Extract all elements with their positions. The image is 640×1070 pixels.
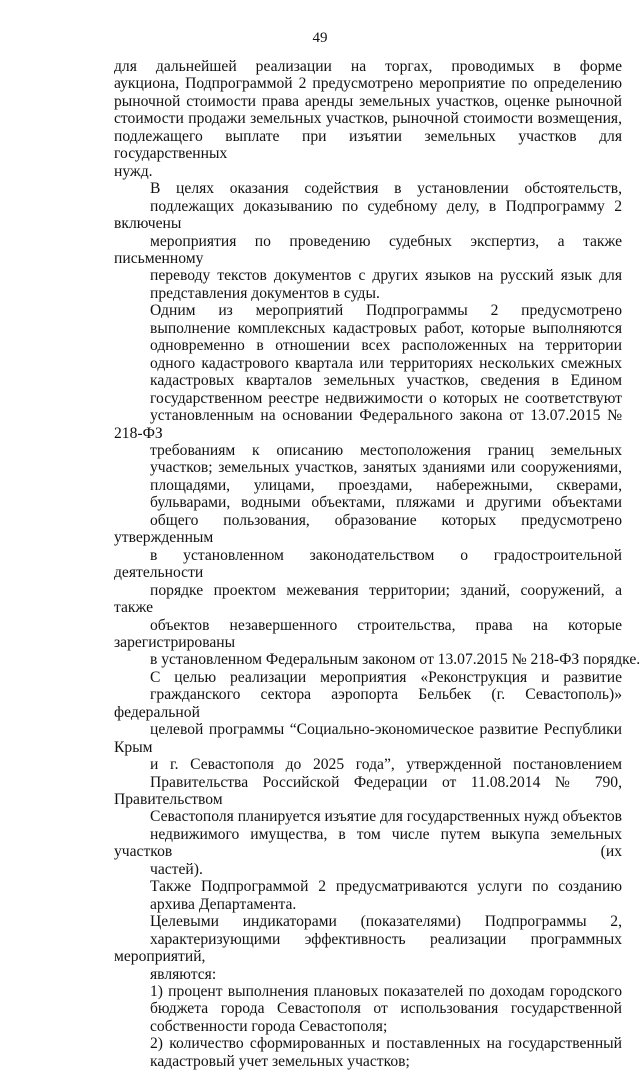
- text-line: гражданского сектора аэропорта Бельбек (г. Севастополь)» федеральной: [114, 686, 622, 721]
- text-line: порядке проектом межевания территории; зданий, сооружений, а также: [114, 581, 622, 617]
- text-line: установленным на основании Федерального закона от 13.07.2015 № 218-ФЗ: [114, 407, 622, 442]
- text-line: одного кадастрового квартала или территориях нескольких смежных: [150, 354, 622, 372]
- paragraph: [114, 913, 622, 983]
- text-line: представления документов в суды.: [150, 284, 380, 302]
- paragraph: [114, 669, 622, 878]
- text-line: общего пользования, образование которых предусмотрено утвержденным: [114, 511, 622, 547]
- text-line: собственности города Севастополя;: [150, 1017, 388, 1035]
- text-line: Правительства Российской Федерации от 11.08.2014 № 790, Правительством: [114, 773, 622, 809]
- text-line: В целях оказания содействия в установлении обстоятельств,: [150, 180, 622, 198]
- text-line: недвижимого имущества, в том числе путем выкупа земельных участков (их: [114, 825, 622, 861]
- text-line: целевой программы “Социально-экономическое развитие Республики Крым: [114, 721, 622, 756]
- text-line: частей).: [150, 860, 203, 878]
- paragraph: [114, 302, 640, 669]
- text-line: являются:: [150, 965, 217, 983]
- text-line: характеризующими эффективность реализации программных мероприятий,: [114, 930, 622, 966]
- text-line: бюджета города Севастополя от использования государственной: [150, 1000, 622, 1018]
- text-line: Севастополя планируется изъятие для государственных нужд объектов: [150, 808, 622, 826]
- text-line: площадями, улицами, проездами, набережными, скверами,: [150, 476, 622, 494]
- paragraph: [114, 983, 622, 1035]
- text-line: переводу текстов документов с других языков на русский язык для: [150, 267, 622, 285]
- text-line: выполнение комплексных кадастровых работ, которые выполняются: [150, 319, 622, 337]
- text-line: государственном реестре недвижимости о которых не соответствуют: [150, 389, 622, 407]
- text-line: подлежащего выплате при изъятии земельных участков для государственных: [114, 127, 622, 163]
- body-text: [114, 58, 640, 1070]
- text-line: Также Подпрограммой 2 предусматриваются услуги по созданию: [150, 878, 622, 896]
- text-line: 2) количество сформированных и поставленных на государственный: [150, 1035, 622, 1053]
- text-line: требованиям к описанию местоположения границ земельных: [150, 441, 622, 459]
- paragraph: [114, 1035, 622, 1070]
- text-line: Целевыми индикаторами (показателями) Подпрограммы 2,: [150, 913, 622, 931]
- text-line: бульварами, водными объектами, пляжами и другими объектами: [150, 494, 622, 512]
- text-line: кадастровых кварталов земельных участков, сведения в Едином: [150, 372, 622, 390]
- text-line: и г. Севастополя до 2025 года”, утвержденной постановлением: [150, 756, 622, 774]
- paragraph: [114, 878, 622, 913]
- text-line: архива Департамента.: [150, 895, 297, 913]
- text-line: подлежащих доказыванию по судебному делу, в Подпрограмму 2 включены: [114, 197, 622, 233]
- text-line: стоимости продажи земельных участков, рыночной стоимости возмещения,: [114, 110, 622, 128]
- text-line: С целью реализации мероприятия «Реконструкция и развитие: [150, 668, 622, 686]
- text-line: рыночной стоимости права аренды земельных участков, оценке рыночной: [114, 92, 622, 110]
- text-line: мероприятия по проведению судебных экспертиз, а также письменному: [114, 232, 622, 267]
- text-line: в установленном Федеральным законом от 13.07.2015 № 218-ФЗ порядке.: [150, 651, 640, 669]
- text-line: одновременно в отношении всех расположенных на территории: [150, 337, 622, 355]
- paragraph: [114, 58, 622, 180]
- text-line: аукциона, Подпрограммой 2 предусмотрено мероприятие по определению: [114, 75, 622, 93]
- paragraph: [114, 180, 622, 302]
- text-line: кадастровый учет земельных участков;: [150, 1052, 410, 1070]
- text-line: объектов незавершенного строительства, права на которые зарегистрированы: [114, 616, 622, 651]
- text-line: участков; земельных участков, занятых зданиями или сооружениями,: [150, 459, 622, 477]
- page-number: 49: [312, 30, 328, 46]
- text-line: для дальнейшей реализации на торгах, проводимых в форме: [114, 58, 622, 75]
- text-line: нужд.: [114, 162, 153, 180]
- text-line: Одним из мероприятий Подпрограммы 2 предусмотрено: [150, 302, 622, 320]
- text-line: в установленном законодательством о градостроительной деятельности: [114, 546, 622, 582]
- text-line: 1) процент выполнения плановых показателей по доходам городского: [150, 983, 622, 1001]
